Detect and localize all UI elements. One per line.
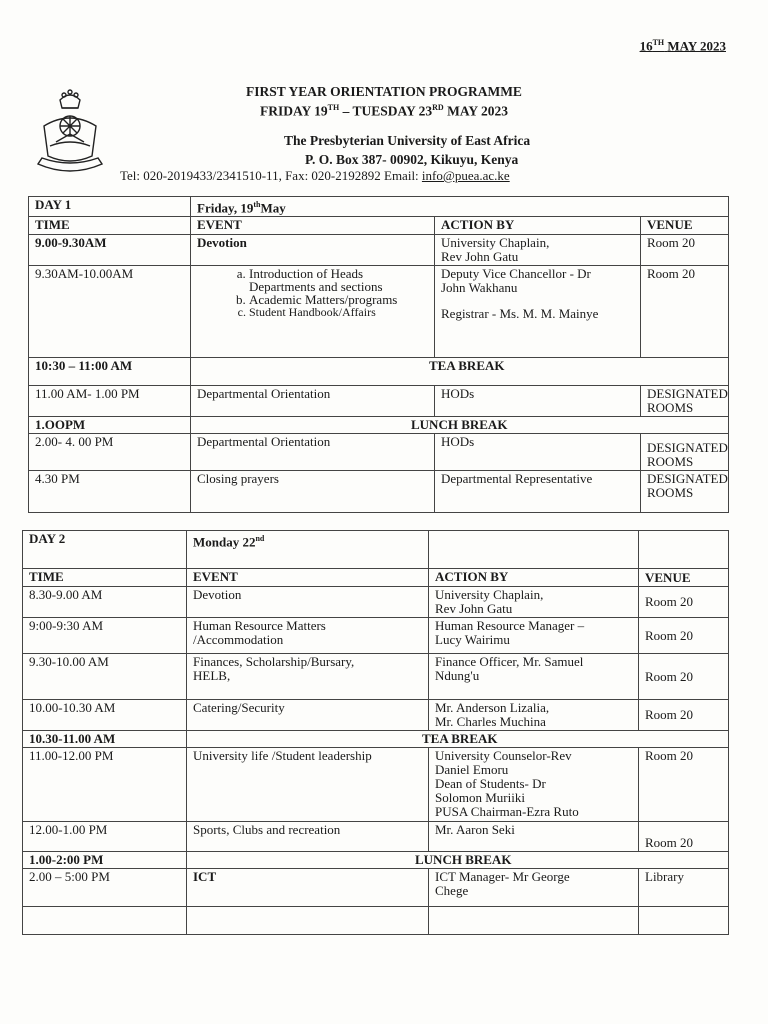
row-time: 11.00 AM- 1.00 PM [29,386,191,417]
day-label: DAY 1 [29,197,191,217]
day-date: Friday, 19thMay [191,197,729,217]
table-row [29,471,729,513]
table-row [23,731,729,748]
table-row [23,822,729,852]
row-venue: Room 20 [639,748,729,822]
row-time: 10.30-11.00 AM [23,731,187,748]
document-date: 16TH MAY 2023 [639,38,726,54]
table-row [29,266,729,358]
header-action: ACTION BY [429,569,639,587]
empty-cell [187,907,429,935]
row-time: 2.00- 4. 00 PM [29,434,191,471]
row-time: 9:00-9:30 AM [23,618,187,654]
day2-schedule-table [22,530,729,935]
row-time: 9.30AM-10.00AM [29,266,191,358]
programme-dates: FRIDAY 19TH – TUESDAY 23RD MAY 2023 [260,103,508,119]
row-event: Sports, Clubs and recreation [187,822,429,852]
day1-schedule-table [28,196,729,513]
empty-cell [639,907,729,935]
row-action: Mr. Aaron Seki [429,822,639,852]
table-row [23,869,729,907]
header-event: EVENT [187,569,429,587]
table-row [23,654,729,700]
row-time: 1.00-2:00 PM [23,852,187,869]
lunch-break: LUNCH BREAK [191,417,729,434]
row-time: 11.00-12.00 PM [23,748,187,822]
row-action: ICT Manager- Mr George Chege [429,869,639,907]
header-event: EVENT [191,217,435,235]
table-row [29,358,729,386]
tea-break: TEA BREAK [187,731,729,748]
row-venue: Room 20 [639,587,729,618]
row-event: Catering/Security [187,700,429,731]
row-action: University Chaplain, Rev John Gatu [435,235,641,266]
header-venue: VENUE [639,569,729,587]
row-event: ICT [187,869,429,907]
row-venue: DESIGNATED ROOMS [641,434,729,471]
row-action: University Counselor-Rev Daniel Emoru Dean of Students- Dr Solomon Muriiki PUSA Chairman-Ezra Ruto [429,748,639,822]
lunch-break: LUNCH BREAK [187,852,729,869]
row-event: Finances, Scholarship/Bursary, HELB, [187,654,429,700]
row-venue: Room 20 [639,822,729,852]
row-event: a. Introduction of Heads Departments and sections b. Academic Matters/programs c. Student Handbook/Affairs [191,266,435,358]
table-row [23,587,729,618]
table-row [29,235,729,266]
table-row [29,386,729,417]
row-venue: DESIGNATED ROOMS [641,386,729,417]
row-time: 8.30-9.00 AM [23,587,187,618]
row-venue: Room 20 [639,654,729,700]
header-action: ACTION BY [435,217,641,235]
row-event: Human Resource Matters /Accommodation [187,618,429,654]
programme-title: FIRST YEAR ORIENTATION PROGRAMME [246,84,522,99]
table-row [29,417,729,434]
contact-line: Tel: 020-2019433/2341510-11, Fax: 020-2192892 Email: info@puea.ac.ke [120,168,510,183]
day-date: Monday 22nd [187,531,429,569]
table-row [23,700,729,731]
email-link[interactable]: info@puea.ac.ke [421,168,510,183]
row-venue: Room 20 [641,235,729,266]
row-event: Devotion [187,587,429,618]
row-action: Finance Officer, Mr. Samuel Ndung'u [429,654,639,700]
header-venue: VENUE [641,217,729,235]
row-time: 4.30 PM [29,471,191,513]
row-action: HODs [435,434,641,471]
institution-address: P. O. Box 387- 00902, Kikuyu, Kenya [305,152,519,167]
row-time: 10:30 – 11:00 AM [29,358,191,386]
row-time: 10.00-10.30 AM [23,700,187,731]
row-action: Departmental Representative [435,471,641,513]
row-event: Devotion [191,235,435,266]
header-time: TIME [23,569,187,587]
tea-break: TEA BREAK [191,358,729,386]
row-venue: Room 20 [641,266,729,358]
row-venue: Room 20 [639,618,729,654]
row-time: 9.30-10.00 AM [23,654,187,700]
row-action: Human Resource Manager – Lucy Wairimu [429,618,639,654]
row-action: HODs [435,386,641,417]
table-row [23,907,729,935]
table-row [23,852,729,869]
empty-cell [639,531,729,569]
row-venue: Room 20 [639,700,729,731]
table-row [23,748,729,822]
row-event: Departmental Orientation [191,386,435,417]
row-event: University life /Student leadership [187,748,429,822]
row-time: 2.00 – 5:00 PM [23,869,187,907]
row-venue: DESIGNATED ROOMS [641,471,729,513]
row-action: University Chaplain, Rev John Gatu [429,587,639,618]
row-action: Deputy Vice Chancellor - Dr John Wakhanu Registrar - Ms. M. M. Mainye [435,266,641,358]
table-row [23,618,729,654]
day-label: DAY 2 [23,531,187,569]
row-event: Departmental Orientation [191,434,435,471]
table-row [29,434,729,471]
empty-cell [23,907,187,935]
header-time: TIME [29,217,191,235]
row-time: 1.OOPM [29,417,191,434]
empty-cell [429,907,639,935]
row-venue: Library [639,869,729,907]
university-crest-logo [30,86,110,182]
row-action: Mr. Anderson Lizalia, Mr. Charles Muchina [429,700,639,731]
row-time: 12.00-1.00 PM [23,822,187,852]
row-time: 9.00-9.30AM [29,235,191,266]
empty-cell [429,531,639,569]
row-event: Closing prayers [191,471,435,513]
institution-name: The Presbyterian University of East Africa [284,133,531,148]
